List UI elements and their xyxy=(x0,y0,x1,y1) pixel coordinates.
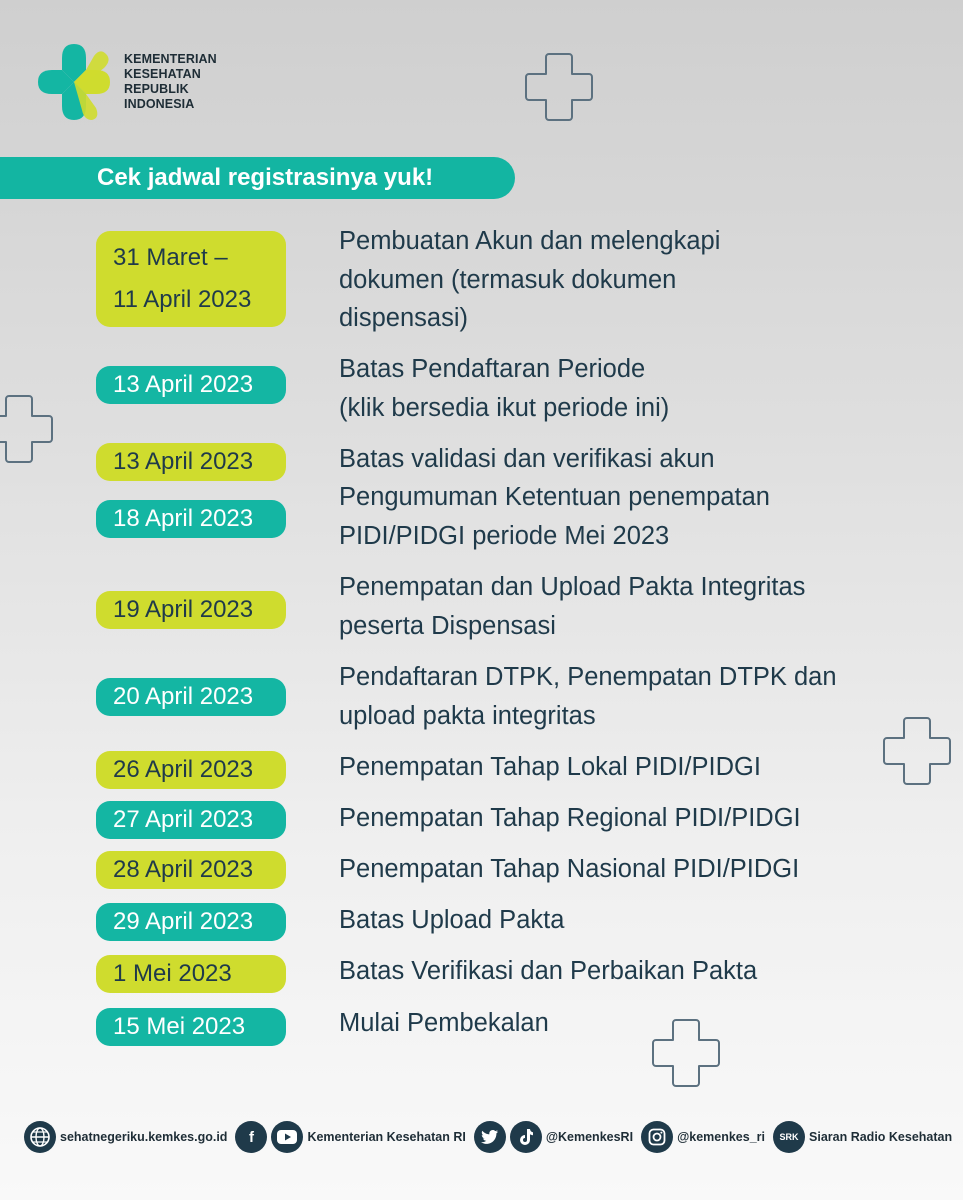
logo-text xyxy=(124,52,217,112)
schedule-description xyxy=(339,799,801,838)
date-pill xyxy=(96,903,286,941)
date-text: 11 April 2023 xyxy=(113,286,252,313)
logo-line: INDONESIA xyxy=(124,97,195,111)
schedule-description xyxy=(339,850,799,889)
banner-title: Cek jadwal registrasinya yuk! xyxy=(97,164,434,191)
plus-outline-icon xyxy=(649,1016,723,1090)
description-line: (klik bersedia ikut periode ini) xyxy=(339,393,670,422)
date-text: 13 April 2023 xyxy=(113,371,254,398)
logo-line: KEMENTERIAN xyxy=(124,52,217,66)
schedule-description xyxy=(339,952,757,991)
description-line: dokumen (termasuk dokumen xyxy=(339,265,677,294)
twitter-icon[interactable] xyxy=(474,1121,506,1153)
tiktok-icon[interactable] xyxy=(510,1121,542,1153)
date-pill xyxy=(96,1008,286,1046)
date-pill xyxy=(96,443,286,481)
schedule-description xyxy=(339,350,669,427)
footer-social-bar xyxy=(24,1120,953,1154)
youtube-icon[interactable] xyxy=(271,1121,303,1153)
title-banner xyxy=(0,157,515,199)
description-line: PIDI/PIDGI periode Mei 2023 xyxy=(339,521,670,550)
date-text: 29 April 2023 xyxy=(113,908,254,935)
schedule-description xyxy=(339,748,761,787)
description-line: Batas Upload Pakta xyxy=(339,906,565,934)
description-line: Penempatan dan Upload Pakta Integritas xyxy=(339,573,806,601)
logo-line: REPUBLIK xyxy=(124,82,189,96)
date-pill xyxy=(96,231,286,327)
globe-icon[interactable] xyxy=(24,1121,56,1153)
plus-outline-icon xyxy=(522,50,596,124)
description-line: Mulai Pembekalan xyxy=(339,1009,549,1037)
date-text: 28 April 2023 xyxy=(113,856,254,883)
instagram-handle[interactable]: @kemenkes_ri xyxy=(677,1130,766,1144)
date-text: 15 Mei 2023 xyxy=(113,1013,246,1040)
schedule-description xyxy=(339,440,715,479)
kemenkes-logo-mark xyxy=(34,40,114,124)
schedule-description xyxy=(339,478,770,555)
description-line: Penempatan Tahap Regional PIDI/PIDGI xyxy=(339,804,801,832)
plus-outline-icon xyxy=(0,392,56,466)
date-pill xyxy=(96,801,286,839)
description-line: Batas Verifikasi dan Perbaikan Pakta xyxy=(339,957,758,985)
plus-outline-icon xyxy=(880,714,954,788)
date-text: 19 April 2023 xyxy=(113,596,254,623)
date-text: 31 Maret – xyxy=(113,244,228,271)
date-pill xyxy=(96,500,286,538)
date-text: 1 Mei 2023 xyxy=(113,960,232,987)
date-pill xyxy=(96,955,286,993)
date-pill xyxy=(96,751,286,789)
description-line: Penempatan Tahap Nasional PIDI/PIDGI xyxy=(339,855,800,883)
date-text: 27 April 2023 xyxy=(113,806,254,833)
date-text: 20 April 2023 xyxy=(113,683,254,710)
date-pill xyxy=(96,851,286,889)
facebook-youtube-handle[interactable]: Kementerian Kesehatan RI xyxy=(307,1130,466,1144)
twitter-tiktok-handle[interactable]: @KemenkesRI xyxy=(545,1130,634,1144)
logo-line: KESEHATAN xyxy=(124,67,201,81)
schedule-description xyxy=(339,901,564,940)
description-line: Batas Pendaftaran Periode xyxy=(339,355,646,383)
schedule-description xyxy=(339,222,720,338)
date-text: 18 April 2023 xyxy=(113,505,254,532)
date-pill xyxy=(96,366,286,404)
schedule-description xyxy=(339,658,837,735)
srk-radio-icon[interactable]: SRK xyxy=(773,1121,805,1153)
description-line: Penempatan Tahap Lokal PIDI/PIDGI xyxy=(339,753,761,781)
description-line: Batas validasi dan verifikasi akun xyxy=(339,445,715,473)
schedule-description xyxy=(339,568,805,645)
instagram-icon[interactable] xyxy=(641,1121,673,1153)
description-line: dispensasi) xyxy=(339,304,468,332)
date-text: 26 April 2023 xyxy=(113,756,254,783)
date-pill xyxy=(96,678,286,716)
schedule-description xyxy=(339,1004,549,1043)
date-pill xyxy=(96,591,286,629)
kemenkes-logo xyxy=(34,40,217,124)
description-line: Pengumuman Ketentuan penempatan xyxy=(339,483,770,511)
description-line: peserta Dispensasi xyxy=(339,611,556,640)
website-link[interactable]: sehatnegeriku.kemkes.go.id xyxy=(60,1130,228,1144)
radio-label[interactable]: Siaran Radio Kesehatan xyxy=(809,1130,953,1144)
description-line: Pembuatan Akun dan melengkapi xyxy=(339,227,721,255)
date-text: 13 April 2023 xyxy=(113,448,254,475)
description-line: upload pakta integritas xyxy=(339,701,596,730)
facebook-icon[interactable]: f xyxy=(235,1121,267,1153)
description-line: Pendaftaran DTPK, Penempatan DTPK dan xyxy=(339,663,837,691)
